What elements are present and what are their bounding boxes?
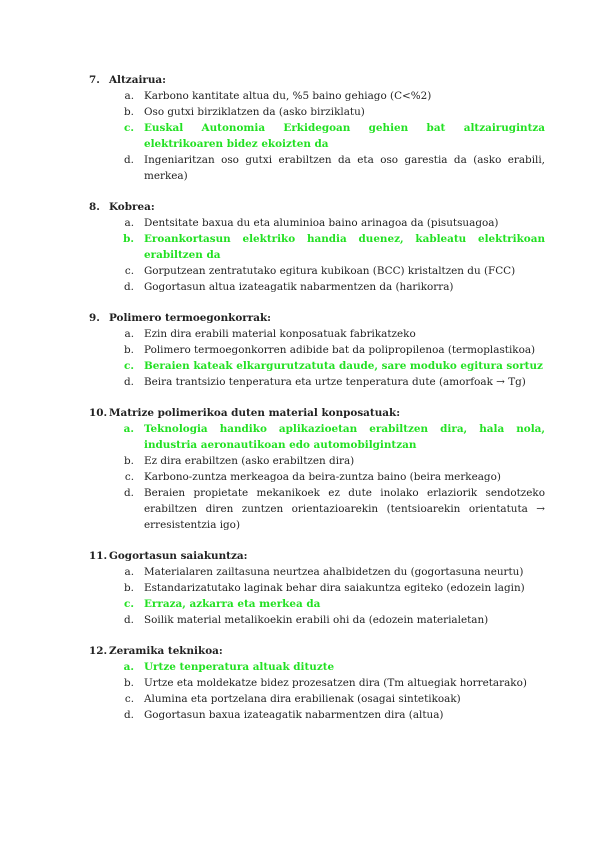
option-text: Karbono kantitate altua du, %5 baino gehiago (C<%2) [144,90,432,102]
option-text: Karbono-zuntza merkeagoa da beira-zuntza baino (beira merkeago) [144,471,501,483]
answer-option [89,342,545,358]
option-letter: b. [124,455,134,467]
answer-option-correct [89,358,545,374]
option-text: Eroankortasun elektriko handia duenez, kableatu elektrikoan erabiltzen da [144,233,545,261]
option-letter: d. [124,281,134,293]
question-9 [89,310,545,390]
answer-option-correct [89,120,545,152]
answer-option [89,88,545,104]
question-number: 11. [89,550,108,562]
question-heading [89,310,545,326]
question-heading [89,643,545,659]
answer-option [89,279,545,295]
question-title: Kobrea: [109,201,155,213]
option-text: Beira trantsizio tenperatura eta urtze tenperatura dute (amorfoak → Tg) [144,376,526,388]
answer-options [89,421,545,533]
answer-option [89,564,545,580]
question-number: 10. [89,407,108,419]
option-letter: b. [124,582,134,594]
option-letter: b. [124,677,134,689]
question-heading [89,199,545,215]
answer-option [89,707,545,723]
option-text: Dentsitate baxua du eta aluminioa baino arinagoa da (pisutsuagoa) [144,217,499,229]
answer-option [89,263,545,279]
option-letter: a. [124,217,134,229]
option-letter: c. [124,471,134,483]
option-text: Alumina eta portzelana dira erabilienak (osagai sintetikoak) [144,693,461,705]
option-text: Urtze tenperatura altuak dituzte [144,661,335,673]
question-number: 12. [89,645,108,657]
question-title: Matrize polimerikoa duten material konposatuak: [109,407,401,419]
question-11 [89,548,545,628]
option-text: Gogortasun baxua izateagatik nabarmentzen dira (altua) [144,709,444,721]
answer-option-correct [89,596,545,612]
option-letter: c. [124,265,134,277]
question-title: Zeramika teknikoa: [109,645,223,657]
answer-option [89,152,545,184]
option-text: Materialaren zailtasuna neurtzea ahalbidetzen du (gogortasuna neurtu) [144,566,524,578]
answer-option [89,691,545,707]
option-letter: a. [123,661,134,673]
option-letter: c. [124,693,134,705]
question-8 [89,199,545,295]
option-text: Ezin dira erabili material konposatuak fabrikatzeko [144,328,416,340]
answer-option [89,675,545,691]
option-letter: d. [124,614,134,626]
answer-option [89,469,545,485]
answer-option-correct [89,659,545,675]
answer-option [89,374,545,390]
option-text: Euskal Autonomia Erkidegoan gehien bat altzairugintza elektrikoaren bidez ekoizten da [144,122,545,150]
answer-option-correct [89,231,545,263]
answer-option [89,485,545,533]
question-7 [89,72,545,184]
question-number: 7. [89,74,100,86]
option-letter: d. [124,709,134,721]
option-text: Soilik material metalikoekin erabili ohi da (edozein materialetan) [144,614,489,626]
question-heading [89,405,545,421]
option-text: Gorputzean zentratutako egitura kubikoan (BCC) kristaltzen du (FCC) [144,265,516,277]
option-letter: b. [123,233,134,245]
question-title: Altzairua: [109,74,166,86]
question-title: Polimero termoegonkorrak: [109,312,272,324]
answer-option [89,612,545,628]
option-letter: a. [124,566,134,578]
option-letter: d. [124,376,134,388]
answer-option [89,326,545,342]
answer-options [89,215,545,295]
option-text: Teknologia handiko aplikazioetan erabiltzen dira, hala nola, industria aeronautikoan edo automobilgintzan [144,423,545,451]
answer-options [89,326,545,390]
answer-options [89,88,545,184]
answer-option [89,104,545,120]
option-letter: a. [123,423,134,435]
question-number: 8. [89,201,100,213]
option-text: Polimero termoegonkorren adibide bat da polipropilenoa (termoplastikoa) [144,344,536,356]
option-letter: c. [124,122,134,134]
option-text: Oso gutxi birziklatzen da (asko birziklatu) [144,106,365,118]
question-number: 9. [89,312,100,324]
answer-option-correct [89,421,545,453]
question-12 [89,643,545,723]
question-list [89,72,545,738]
option-text: Gogortasun altua izateagatik nabarmentzen da (harikorra) [144,281,454,293]
question-heading [89,72,545,88]
answer-options [89,564,545,628]
option-letter: b. [124,106,134,118]
option-letter: d. [124,487,134,499]
option-letter: a. [124,328,134,340]
answer-option [89,215,545,231]
option-letter: d. [124,154,134,166]
option-letter: c. [124,360,134,372]
answer-options [89,659,545,723]
option-text: Estandarizatutako laginak behar dira saiakuntza egiteko (edozein lagin) [144,582,525,594]
option-text: Erraza, azkarra eta merkea da [144,598,321,610]
option-text: Urtze eta moldekatze bidez prozesatzen dira (Tm altuegiak horretarako) [144,677,527,689]
option-text: Beraien propietate mekanikoek ez dute inolako erlaziorik sendotzeko erabiltzen diren zuntzen orientazioarekin (tentsioarekin orientatuta → erresistentzia igo) [144,487,545,531]
option-letter: a. [124,90,134,102]
answer-option [89,580,545,596]
question-title: Gogortasun saiakuntza: [109,550,248,562]
option-text: Ingeniaritzan oso gutxi erabiltzen da eta oso garestia da (asko erabili, merkea) [144,154,545,182]
option-letter: c. [124,598,134,610]
option-text: Ez dira erabiltzen (asko erabiltzen dira) [144,455,355,467]
option-text: Beraien kateak elkargurutzatuta daude, sare moduko egitura sortuz [144,360,543,372]
question-10 [89,405,545,533]
option-letter: b. [124,344,134,356]
answer-option [89,453,545,469]
question-heading [89,548,545,564]
